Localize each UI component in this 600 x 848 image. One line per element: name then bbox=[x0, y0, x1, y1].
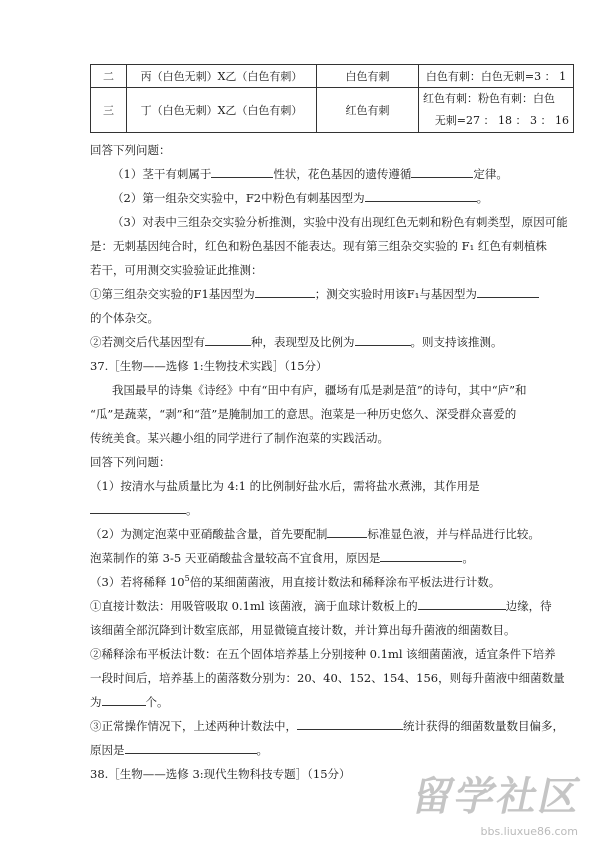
sub2-text-c: 。则支持该推测。 bbox=[410, 335, 503, 349]
f2-cell bbox=[419, 88, 574, 133]
q37-3-text-a: （3）若将稀释 10 bbox=[90, 575, 185, 589]
answer-blank[interactable] bbox=[211, 167, 273, 178]
answer-blank[interactable] bbox=[380, 551, 462, 562]
answer-blank[interactable] bbox=[477, 287, 539, 298]
question-3-sub1-cont: 的个体杂交。 bbox=[90, 311, 159, 325]
cross-results-table bbox=[90, 64, 574, 133]
question-1 bbox=[112, 166, 508, 182]
section-heading-37: 37.［生物——选修 1:生物技术实践］（15分） bbox=[90, 359, 328, 373]
sub3-text-c: 原因是 bbox=[90, 743, 125, 757]
group-cell: 二 bbox=[91, 65, 127, 88]
f2-ratio-line2: 无刺=27 ： 18 ： 3 ： 16 bbox=[434, 114, 569, 127]
sub3-text-b: 统计获得的细菌数量数目偏多， bbox=[403, 719, 564, 733]
q37-3 bbox=[90, 574, 500, 590]
answer-blank[interactable] bbox=[297, 719, 403, 730]
q37-1-end: 。 bbox=[186, 503, 198, 517]
sub2-text-b: 个。 bbox=[145, 695, 169, 709]
question-3-sub1 bbox=[90, 286, 539, 302]
sub1-text-b: ；测交实验时用该F₁与基因型为 bbox=[314, 287, 477, 301]
q37-3-text-b: 倍的某细菌菌液，用直接计数法和稀释涂布平板法进行计数。 bbox=[189, 575, 501, 589]
question-3-line: 是：无刺基因纯合时，红色和粉色基因不能表达。现有第三组杂交实验的 F₁ 红色有刺植株 bbox=[90, 239, 547, 253]
sub3-text-a: ③正常操作情况下，上述两种计数法中， bbox=[90, 719, 297, 733]
sub3-text-d: 。 bbox=[256, 743, 268, 757]
sub1-text-b: 边缘，待 bbox=[505, 599, 552, 613]
passage-line: 我国最早的诗集《诗经》中有“田中有庐，疆场有瓜是剥是菹”的诗句，其中“庐”和 bbox=[112, 383, 527, 397]
question-3-line: （3）对表中三组杂交实验分析推测，实验中没有出现红色无刺和粉色有刺类型，原因可能 bbox=[112, 215, 568, 229]
sub2-text-a: ②若测交后代基因型有 bbox=[90, 335, 205, 349]
q37-2-cont bbox=[90, 550, 474, 566]
answer-blank[interactable] bbox=[102, 695, 146, 706]
q37-2 bbox=[90, 526, 540, 542]
answer-blank[interactable] bbox=[411, 167, 473, 178]
sub1-text-a: ①直接计数法：用吸管吸取 0.1ml 该菌液，滴于血球计数板上的 bbox=[90, 599, 418, 613]
section-heading-38: 38.［生物——选修 3:现代生物科技专题］（15分） bbox=[90, 767, 351, 781]
f2-ratio: 白色有刺：白色无刺=3 ： 1 bbox=[425, 70, 567, 83]
q2-text-b: 。 bbox=[476, 191, 489, 205]
f1-cell: 红色有刺 bbox=[317, 88, 419, 133]
answer-blank[interactable] bbox=[418, 599, 506, 610]
q1-text-a: （1）茎干有刺属于 bbox=[112, 167, 212, 181]
sub2-text-a: 为 bbox=[90, 695, 102, 709]
watermark-logo: 留学社区 bbox=[408, 774, 587, 820]
cross-cell: 丙（白色无刺）X乙（白色有刺） bbox=[127, 65, 317, 88]
passage-line: 传统美食。某兴趣小组的同学进行了制作泡菜的实践活动。 bbox=[90, 431, 389, 445]
q37-3-sub1-cont: 该细菌全部沉降到计数室底部，用显微镜直接计数，并计算出每升菌液的细菌数目。 bbox=[90, 623, 516, 637]
cross-cell: 丁（白色无刺）X乙（白色有刺） bbox=[127, 88, 317, 133]
q37-3-sub2-end bbox=[90, 694, 169, 710]
q37-1: （1）按清水与盐质量比为 4:1 的比例制好盐水后，需将盐水煮沸，其作用是 bbox=[90, 479, 480, 493]
q1-text-c: 定律。 bbox=[473, 167, 508, 181]
question-3-sub2 bbox=[90, 334, 503, 350]
q37-3-sub3 bbox=[90, 718, 564, 734]
question-3-line: 若干，可用测交实验验证此推测： bbox=[90, 263, 263, 277]
q37-2-text-b: 标准显色液，并与样品进行比较。 bbox=[367, 527, 540, 541]
watermark-url: bbs.liuxue86.com bbox=[480, 825, 578, 838]
f1-cell: 白色有刺 bbox=[317, 65, 419, 88]
f2-cell bbox=[419, 65, 574, 88]
question-2 bbox=[112, 190, 488, 206]
q37-2-text-d: 。 bbox=[462, 551, 474, 565]
q37-1-cont bbox=[90, 502, 198, 518]
group-cell: 三 bbox=[91, 88, 127, 133]
sub1-text-a: ①第三组杂交实验的F1基因型为 bbox=[90, 287, 255, 301]
passage-line: “瓜”是蔬菜，“剥”和“菹”是腌制加工的意思。泡菜是一种历史悠久、深受群众喜爱的 bbox=[90, 407, 517, 421]
answer-blank[interactable] bbox=[365, 191, 477, 202]
answer-blank[interactable] bbox=[327, 527, 367, 538]
table-row bbox=[91, 88, 574, 133]
answer-prompt: 回答下列问题： bbox=[90, 143, 171, 157]
sub2-text-b: 种，表现型及比例为 bbox=[251, 335, 355, 349]
q37-2-text-c: 泡菜制作的第 3-5 天亚硝酸盐含量较高不宜食用，原因是 bbox=[90, 551, 381, 565]
q1-text-b: 性状，花色基因的遗传遵循 bbox=[273, 167, 412, 181]
exponent: 5 bbox=[184, 574, 190, 584]
answer-blank[interactable] bbox=[205, 335, 251, 346]
q2-text-a: （2）第一组杂交实验中，F2中粉色有刺基因型为 bbox=[112, 191, 365, 205]
answer-prompt: 回答下列问题： bbox=[90, 455, 171, 469]
q37-3-sub2: ②稀释涂布平板法计数：在五个固体培养基上分别接种 0.1ml 该细菌菌液，适宜条件下培养 bbox=[90, 647, 556, 661]
q37-3-sub3-cont bbox=[90, 742, 268, 758]
f2-ratio-line1: 红色有刺：粉色有刺：白色 bbox=[423, 92, 555, 105]
q37-3-sub1 bbox=[90, 598, 552, 614]
answer-blank[interactable] bbox=[355, 335, 411, 346]
answer-blank[interactable] bbox=[90, 503, 186, 514]
site-watermark bbox=[408, 770, 588, 840]
answer-blank[interactable] bbox=[255, 287, 315, 298]
answer-blank[interactable] bbox=[125, 743, 257, 754]
table-row bbox=[91, 65, 574, 88]
q37-3-sub2-cont: 一段时间后，培养基上的菌落数分别为：20、40、152、154、156，则每升菌液中细菌数量 bbox=[90, 671, 565, 685]
q37-2-text-a: （2）为测定泡菜中亚硝酸盐含量，首先要配制 bbox=[90, 527, 328, 541]
